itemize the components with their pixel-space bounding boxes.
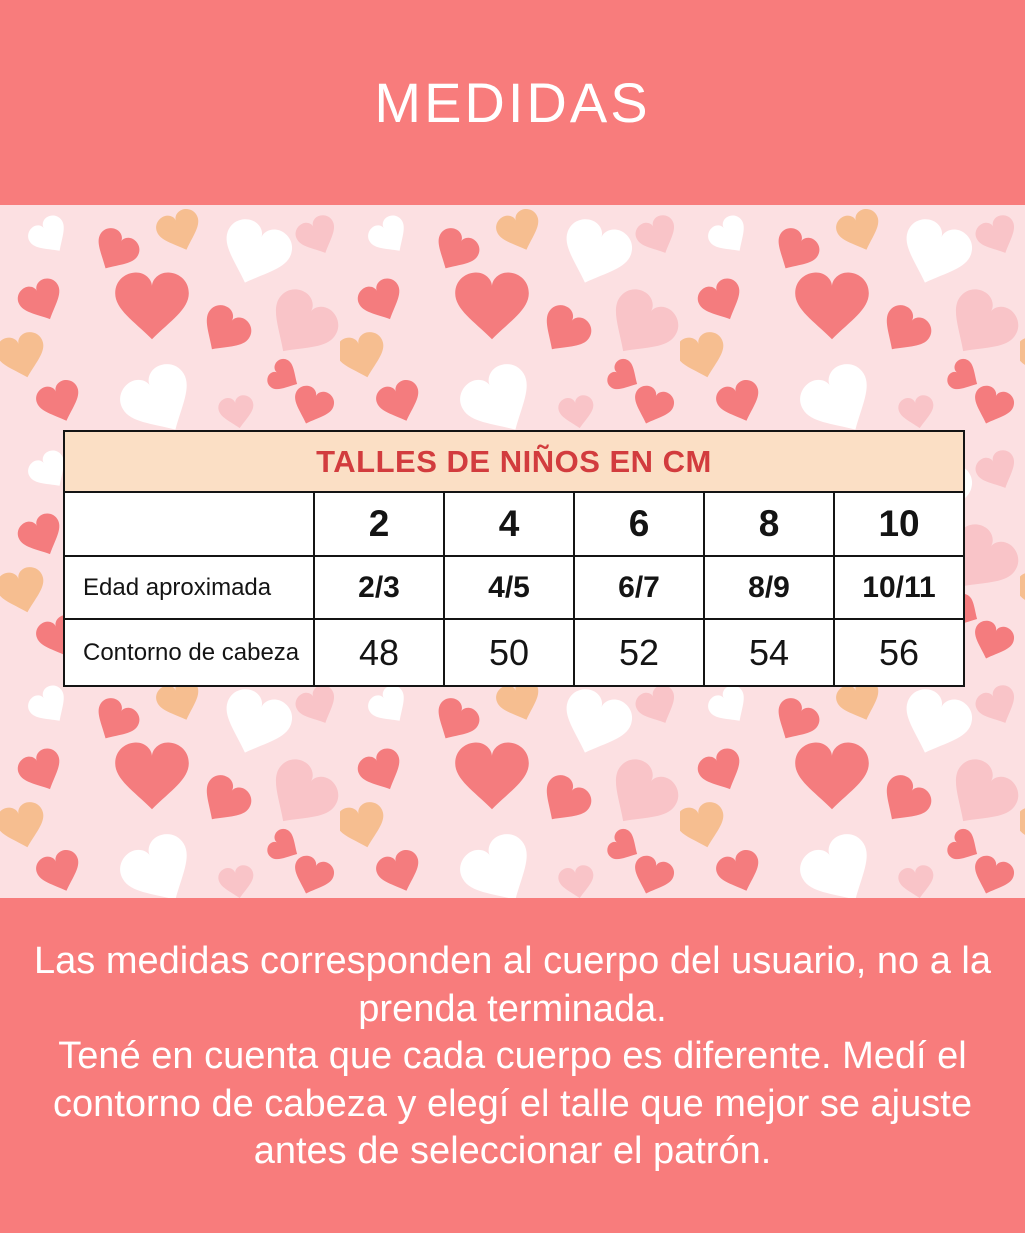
note-advice: Tené en cuenta que cada cuerpo es diferente. Medí el contorno de cabeza y elegí el talle que mejor se ajuste antes de seleccionar el patrón. [53, 1035, 972, 1172]
table-row-head-circumference [64, 619, 964, 686]
size-table [63, 430, 965, 687]
head-circumference-value: 48 [314, 619, 444, 686]
page-title: MEDIDAS [374, 71, 651, 134]
header-band [0, 0, 1025, 205]
age-value: 4/5 [444, 556, 574, 619]
size-column-header: 8 [704, 492, 834, 556]
age-value: 6/7 [574, 556, 704, 619]
size-column-header: 10 [834, 492, 964, 556]
hearts-pattern-section [0, 205, 1025, 898]
size-table-title: TALLES DE NIÑOS EN CM [64, 431, 964, 492]
head-circumference-value: 52 [574, 619, 704, 686]
size-column-header: 2 [314, 492, 444, 556]
size-column-header: 4 [444, 492, 574, 556]
row-label: Edad aproximada [64, 556, 314, 619]
age-value: 10/11 [834, 556, 964, 619]
head-circumference-value: 54 [704, 619, 834, 686]
table-title-row [64, 431, 964, 492]
note-measurements: Las medidas corresponden al cuerpo del usuario, no a la prenda terminada. [34, 940, 991, 1030]
size-column-header: 6 [574, 492, 704, 556]
table-row-age [64, 556, 964, 619]
footer-band [0, 898, 1025, 1233]
head-circumference-value: 56 [834, 619, 964, 686]
head-circumference-value: 50 [444, 619, 574, 686]
table-row-sizes [64, 492, 964, 556]
age-value: 8/9 [704, 556, 834, 619]
empty-corner-cell [64, 492, 314, 556]
row-label: Contorno de cabeza [64, 619, 314, 686]
age-value: 2/3 [314, 556, 444, 619]
